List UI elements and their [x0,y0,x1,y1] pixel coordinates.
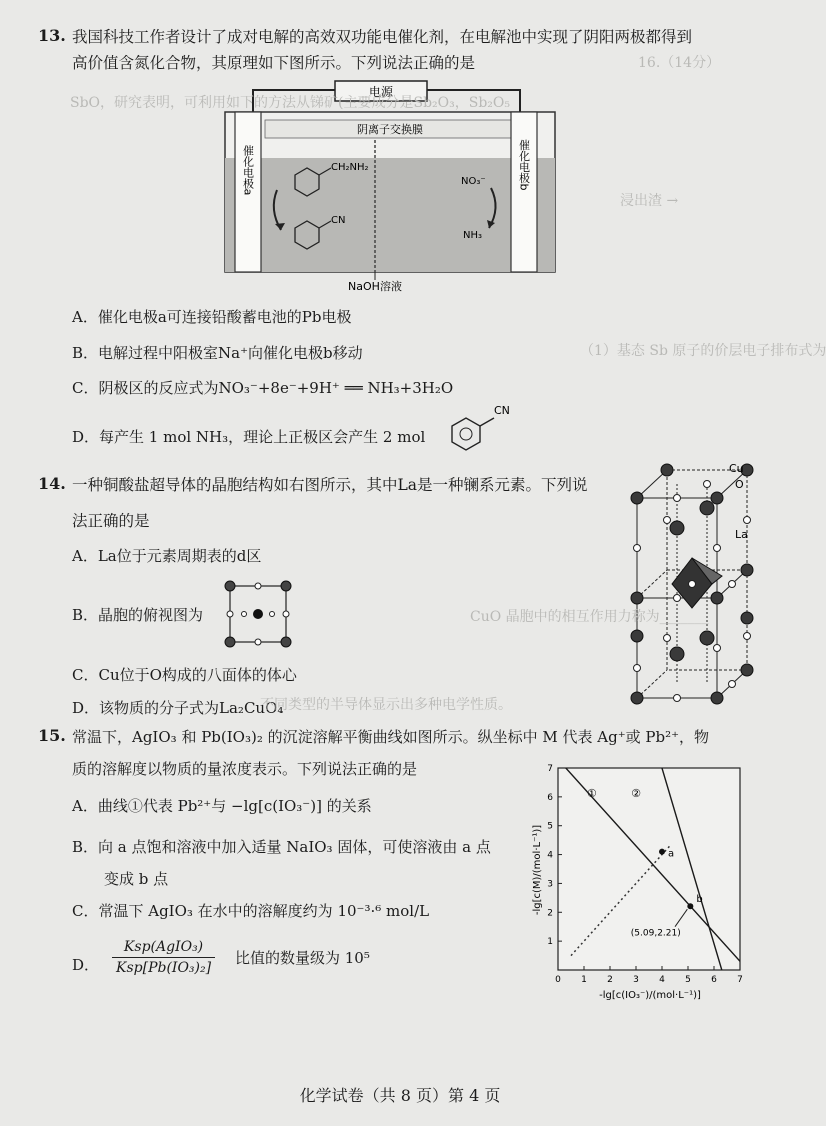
q14-option-d: D．该物质的分子式为La₂CuO₄ [72,699,284,717]
x-tick-label: 5 [685,975,691,985]
q15-option-b-cont: 变成 b 点 [104,870,169,888]
q14-option-a: A．La位于元素周期表的d区 [72,547,262,565]
x-axis-label: -lg[c(IO₃⁻)/(mol·L⁻¹)] [599,990,701,1001]
q14-option-c: C．Cu位于O构成的八面体的体心 [72,666,297,684]
q13-option-a: A．催化电极a可连接铅酸蓄电池的Pb电极 [72,308,352,326]
x-tick-label: 2 [607,975,613,985]
x-tick-label: 4 [659,975,665,985]
reactant-right: NO₃⁻ [461,176,486,187]
product-left: CN [331,215,346,226]
y-tick-label: 6 [547,792,553,803]
q13-option-d: D．每产生 1 mol NH₃，理论上正极区会产生 2 mol [72,428,426,446]
q13-option-c: C．阴极区的反应式为NO₃⁻+8e⁻+9H⁺ ══ NH₃+3H₂O [72,379,454,397]
q15-option-b: B．向 a 点饱和溶液中加入适量 NaIO₃ 固体，可使溶液由 a 点 [72,838,491,856]
q14-number: 14. [38,474,66,493]
q14-stem-line1: 一种铜酸盐超导体的晶胞结构如右图所示，其中La是一种镧系元素。下列说 [72,476,588,494]
y-axis-label: -lg[c(M)/(mol·L⁻¹)] [532,824,543,916]
electrode-b [511,112,537,272]
legend-o: O [735,478,744,491]
point-b [687,903,693,909]
q15-stem-line1: 常温下，AgIO₃ 和 Pb(IO₃)₂ 的沉淀溶解平衡曲线如图所示。纵坐标中 M 代表 Ag⁺或 Pb²⁺，物 [72,728,710,746]
power-label: 电源 [368,85,394,99]
electrode-b-label: 催化电极b [517,139,531,191]
q13-stem-line2: 高价值含氮化合物，其原理如下图所示。下列说法正确的是 [72,54,476,72]
y-tick-label: 4 [547,850,553,861]
x-tick-label: 0 [555,975,561,985]
ksp-denominator: Ksp[Pb(IO₃)₂] [116,960,212,976]
legend-cu: Cu [729,462,744,475]
x-tick-label: 6 [711,975,717,985]
q15-option-d-suffix: 比值的数量级为 10⁵ [235,949,370,967]
q15-number: 15. [38,726,66,745]
point-annotation: (5.09,2.21) [630,928,681,939]
series-label-2: ② [631,786,641,800]
q15-option-d-prefix: D． [72,956,100,974]
reactant-left: CH₂NH₂ [331,162,369,173]
exam-page: 13. 我国科技工作者设计了成对电解的高效双功能电催化剂，在电解池中实现了阴阳两极都得到 高价值含氮化合物，其原理如下图所示。下列说法正确的是 电源 阴离子交换膜 催化电极a 催化电极b CH₂NH₂ CN NO₃⁻ NH₃ NaOH溶液 A．催化电极a可连接铅酸蓄电池的Pb电极 B．电解过程中阳极室Na⁺向催化电极b移动 C．阴极区的反应式为NO₃⁻+8e⁻+9H⁺ ══ NH₃+3H₂O D．每产生 1 mol NH₃，理论上正极区会产生 2 mol CN 14. 一种铜酸盐超导体的晶胞结构如右图所示，其中La是一种镧系元素。下列说 法正确的是 A．La位于元素周期表的d区 B．晶胞的俯视图为 C．Cu位于O构成的八面体的体心 D．该物质的分子式为La₂CuO₄ Cu O La 15. 常温下，AgIO₃ 和 Pb(IO₃)₂ 的沉淀溶解平衡曲线如图所示。纵坐标中 M 代表 Ag⁺或 Pb²⁺，物 质的溶解度以物质的量浓度表示。下列说法正确的是 A．曲线①代表 Pb²⁺与 −lg[c(IO₃⁻)] 的关系 B．向 a 点饱和溶液中加入适量 NaIO₃ 固体，可使溶液由 a 点 变成 b 点 C．常温下 AgIO₃ 在水中的溶解度约为 10⁻³·⁶ mol/L D． Ksp(AgIO₃) Ksp[Pb(IO₃)₂] 比值的数量级为 10⁵ 0 1 2 3 4 5 6 7 1 2 3 4 5 6 7 ① ② a b (5.09,2.21) -lg[c(IO₃⁻)/(mol·L⁻¹)] -lg[c(M)/(mol·L⁻¹)] 16.（14分） SbO，研究表明，可利用如下的方法从锑矿(主要成分是Sb₂O₃，Sb₂O₅ 浸出渣 → （1）基态 Sb 原子的价层电子排布式为 CuO 晶胞中的相互作用力称为_______ 不同类型的半导体显示出多种电学性质。 化学试卷（共 8 页）第 4 页 [0,0,800,1126]
page-footer: 化学试卷（共 8 页）第 4 页 [299,1086,501,1105]
q15-stem-line2: 质的溶解度以物质的量浓度表示。下列说法正确的是 [72,760,418,778]
solution-label: NaOH溶液 [348,280,402,293]
membrane-label: 阴离子交换膜 [357,123,423,136]
q15-option-c: C．常温下 AgIO₃ 在水中的溶解度约为 10⁻³·⁶ mol/L [72,902,430,920]
x-tick-label: 3 [633,975,639,985]
point-label-a: a [668,848,675,860]
q13-option-b: B．电解过程中阳极室Na⁺向催化电极b移动 [72,344,363,362]
q14-option-b: B．晶胞的俯视图为 [72,606,204,624]
y-tick-label: 1 [547,937,553,948]
benzonitrile-structure [444,398,516,462]
legend-la: La [735,528,748,541]
top-view-figure [222,578,294,650]
product-right: NH₃ [463,230,483,241]
crystal-cell-structure [625,458,765,708]
series-label-1: ① [586,786,597,800]
x-tick-label: 1 [581,975,587,985]
y-tick-label: 3 [547,879,553,890]
q13-stem-line1: 我国科技工作者设计了成对电解的高效双功能电催化剂，在电解池中实现了阴阳两极都得到 [72,28,693,46]
point-a [659,849,665,855]
ksp-fraction [112,937,215,978]
y-tick-label: 5 [547,821,553,832]
q13-number: 13. [38,26,66,45]
x-tick-label: 7 [737,975,743,985]
y-tick-label: 7 [547,764,553,774]
ksp-numerator: Ksp(AgIO₃) [112,937,215,958]
q14-stem-line2: 法正确的是 [72,512,150,530]
point-label-b: b [696,894,703,906]
y-tick-label: 2 [547,908,553,919]
svg-text:CN: CN [494,404,510,417]
q15-option-a: A．曲线①代表 Pb²⁺与 −lg[c(IO₃⁻)] 的关系 [72,797,372,815]
electrode-a-label: 催化电极a [241,144,255,196]
solubility-chart [530,762,755,1007]
